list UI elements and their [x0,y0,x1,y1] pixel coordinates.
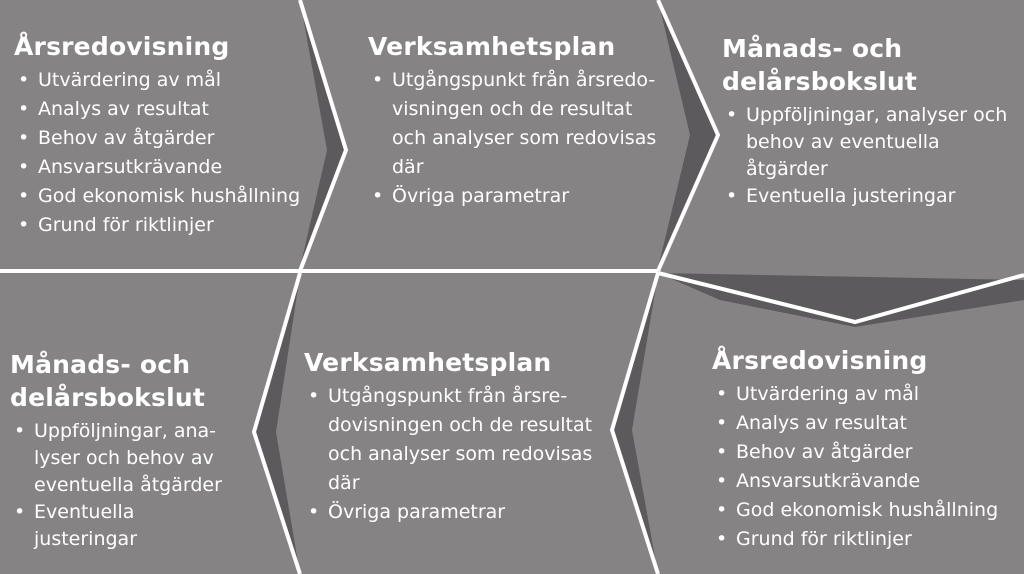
list-item: • Uppföljningar, ana- lyser och behov av eventuella åtgärder [10,418,238,499]
list-item: • Behov av åtgärder [14,124,304,153]
box-title: Månads- och delårsbokslut [722,34,917,96]
bullet-list [10,418,238,553]
list-item: • Uppföljningar, analyser och behov av eventuella åtgärder [722,102,1018,183]
list-item: • Utgångspunkt från årsre- dovisningen och de resultat och analyser som redovisas där [304,382,594,498]
box-manads-delarsbokslut-bottom [10,348,238,553]
list-item: • Analys av resultat [712,409,1018,438]
list-item: • Utgångspunkt från årsredo- visningen och de resultat och analyser som redovisas där [368,66,668,182]
box-manads-delarsbokslut-top [722,32,1018,210]
box-title: Månads- och delårsbokslut [10,350,205,412]
box-title: Verksamhetsplan [304,348,552,377]
box-arsredovisning-bottom [712,346,1018,554]
list-item: • Övriga parametrar [304,498,594,527]
bullet-list [722,102,1018,210]
bullet-list [368,66,668,211]
bullet-list [712,380,1018,554]
list-item: • Eventuella justeringar [722,183,1018,210]
box-title: Verksamhetsplan [368,32,616,61]
box-arsredovisning-top [14,32,304,240]
list-item: • God ekonomisk hushållning [14,182,304,211]
list-item: • Grund för riktlinjer [712,525,1018,554]
list-item: • Ansvarsutkrävande [14,153,304,182]
list-item: • Analys av resultat [14,95,304,124]
list-item: • Ansvarsutkrävande [712,467,1018,496]
list-item: • Eventuella justeringar [10,499,238,553]
list-item: • Utvärdering av mål [14,66,304,95]
box-verksamhetsplan-top [368,32,668,211]
bullet-list [304,382,594,527]
list-item: • Behov av åtgärder [712,438,1018,467]
bullet-list [14,66,304,240]
list-item: • Övriga parametrar [368,182,668,211]
box-title: Årsredovisning [712,346,928,375]
list-item: • Utvärdering av mål [712,380,1018,409]
box-verksamhetsplan-bottom [304,348,594,527]
list-item: • God ekonomisk hushållning [712,496,1018,525]
box-title: Årsredovisning [14,32,230,61]
list-item: • Grund för riktlinjer [14,211,304,240]
